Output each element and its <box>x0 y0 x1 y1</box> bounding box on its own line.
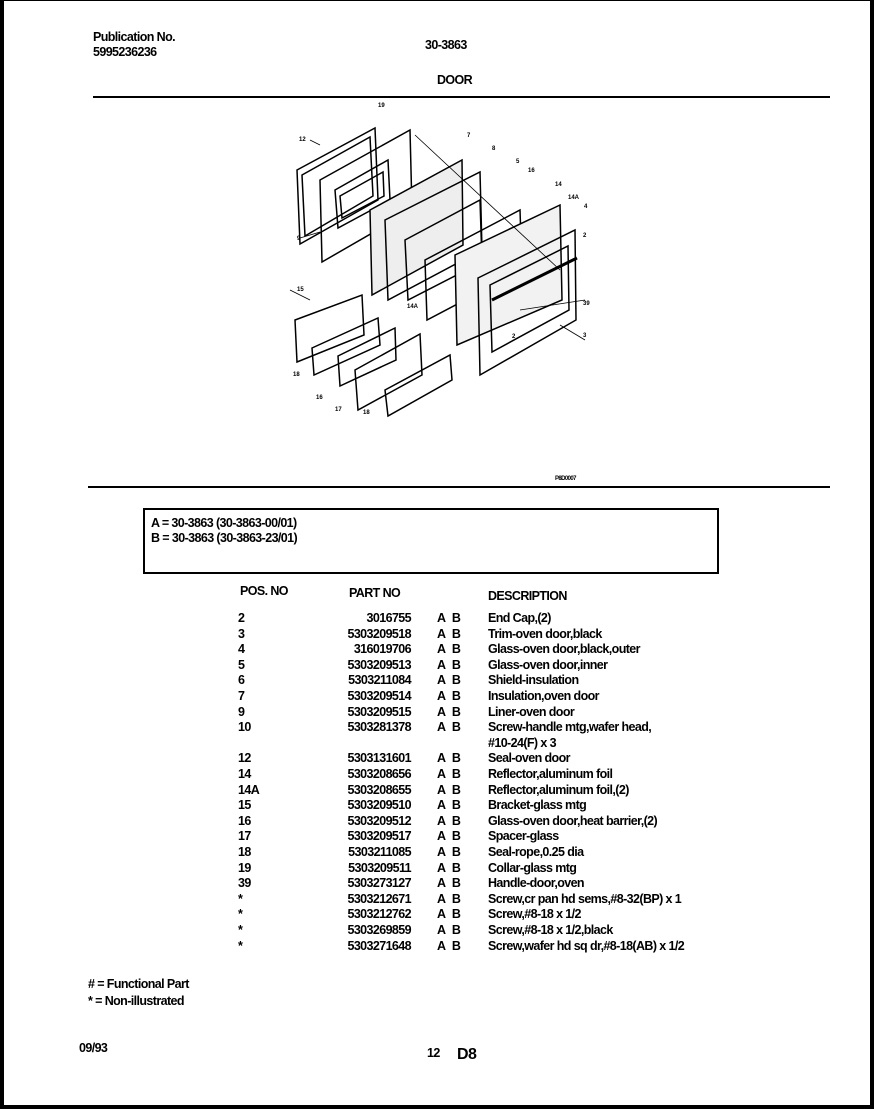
table-row <box>0 939 880 955</box>
part-no: 316019706 <box>353 642 411 657</box>
model-applicability: A B <box>437 876 461 891</box>
part-no: 5303208656 <box>347 767 411 781</box>
model-applicability: A B <box>437 689 461 703</box>
description: Shield-insulation <box>488 673 579 688</box>
pos-no: * <box>238 938 243 953</box>
model-applicability: A B <box>437 845 461 859</box>
model-applicability: A B <box>437 657 461 672</box>
pos-no: 10 <box>238 720 251 735</box>
pos-no: 3 <box>238 626 245 641</box>
callout-label: 12 <box>299 137 306 143</box>
col-header-part: PART NO <box>349 586 401 600</box>
description: Glass-oven door,heat barrier,(2) <box>488 813 658 828</box>
col-header-description: DESCRIPTION <box>488 589 567 603</box>
pos-no: * <box>238 923 243 937</box>
table-row <box>0 923 880 939</box>
pos-no: 7 <box>238 689 245 703</box>
table-row <box>0 751 880 767</box>
model-applicability: A B <box>437 938 461 953</box>
description: Seal-rope,0.25 dia <box>488 845 584 859</box>
table-row <box>0 627 880 643</box>
table-row <box>0 861 880 877</box>
model-applicability: A B <box>437 923 461 937</box>
page-number: 12 <box>427 1046 440 1060</box>
description: Screw,cr pan hd sems,#8-32(BP) x 1 <box>488 891 682 906</box>
callout-label: 8 <box>492 146 496 152</box>
callout-label: 39 <box>583 301 590 307</box>
pos-no: 18 <box>238 845 251 859</box>
table-row <box>0 611 880 627</box>
callout-label: 15 <box>297 287 304 293</box>
model-applicability: A B <box>437 626 461 641</box>
pos-no: * <box>238 907 243 922</box>
part-no: 5303273127 <box>347 876 411 891</box>
col-header-pos: POS. NO <box>240 584 288 598</box>
description: Reflector,aluminum foil,(2) <box>488 782 629 797</box>
table-row <box>0 829 880 845</box>
part-no: 5303281378 <box>347 720 411 735</box>
callout-label: 16 <box>316 395 323 401</box>
description: Screw-handle mtg,wafer head, <box>488 720 652 735</box>
description: Seal-oven door <box>488 751 570 766</box>
model-applicability: A B <box>437 720 461 735</box>
model-applicability: A B <box>437 907 461 922</box>
part-no: 5303211084 <box>348 673 411 688</box>
model-applicability: A B <box>437 860 461 875</box>
part-no: 5303209518 <box>347 626 411 641</box>
pos-no: 9 <box>238 704 245 719</box>
diagram-divider <box>88 486 830 488</box>
table-row <box>0 642 880 658</box>
table-row <box>0 689 880 705</box>
page-code: D8 <box>457 1046 477 1063</box>
table-row <box>0 892 880 908</box>
part-no: 5303209511 <box>348 860 411 875</box>
model-applicability: A B <box>437 642 461 657</box>
pos-no: 6 <box>238 673 245 688</box>
pos-no: 16 <box>238 813 251 828</box>
pos-no: 12 <box>238 751 251 766</box>
callout-label: 4 <box>584 204 588 210</box>
publication-label: Publication No. <box>93 30 175 44</box>
pos-no: * <box>238 891 243 906</box>
model-applicability: A B <box>437 798 461 813</box>
part-no: 5303209517 <box>347 829 411 844</box>
description: Glass-oven door,black,outer <box>488 642 640 657</box>
table-row <box>0 907 880 923</box>
callout-label: 16 <box>528 168 535 174</box>
callout-label: 2 <box>512 334 516 340</box>
model-applicability: A B <box>437 767 461 781</box>
callout-label: 17 <box>335 407 342 413</box>
part-no: 5303209514 <box>347 689 411 703</box>
model-applicability: A B <box>437 751 461 766</box>
description: Collar-glass mtg <box>488 860 577 875</box>
table-row <box>0 658 880 674</box>
pos-no: 15 <box>238 798 251 813</box>
model-b-legend: B = 30-3863 (30-3863-23/01) <box>151 531 298 545</box>
model-applicability: A B <box>437 611 461 625</box>
part-no: 5303271648 <box>347 938 411 953</box>
table-row <box>0 798 880 814</box>
footnote-functional: # = Functional Part <box>88 977 189 991</box>
callout-label: 14A <box>407 304 419 310</box>
table-row <box>0 783 880 799</box>
table-row <box>0 705 880 721</box>
footer-date: 09/93 <box>79 1041 108 1055</box>
callout-label: 18 <box>363 410 370 416</box>
description: Handle-door,oven <box>488 876 584 891</box>
model-a-legend: A = 30-3863 (30-3863-00/01) <box>151 516 297 530</box>
model-applicability: A B <box>437 829 461 844</box>
part-no: 5303212762 <box>347 907 411 922</box>
publication-number: 5995236236 <box>93 45 157 59</box>
description: End Cap,(2) <box>488 611 551 625</box>
table-row <box>0 720 880 750</box>
part-no: 5303211085 <box>348 845 411 859</box>
model-applicability: A B <box>437 673 461 688</box>
callout-label: 14 <box>555 182 562 188</box>
callout-label: 2 <box>583 233 587 239</box>
part-no: 3016755 <box>366 611 411 625</box>
description: Screw,wafer hd sq dr,#8-18(AB) x 1/2 <box>488 938 685 953</box>
callout-label: 9 <box>297 236 301 242</box>
table-row <box>0 767 880 783</box>
table-row <box>0 845 880 861</box>
part-no: 5303209512 <box>347 813 411 828</box>
part-no: 5303209510 <box>347 798 411 813</box>
pos-no: 2 <box>238 611 245 625</box>
pos-no: 39 <box>238 876 251 891</box>
part-no: 5303209513 <box>347 657 411 672</box>
part-no: 5303209515 <box>347 704 411 719</box>
table-row <box>0 814 880 830</box>
model-applicability: A B <box>437 813 461 828</box>
pos-no: 14 <box>238 767 251 781</box>
description-continued: #10-24(F) x 3 <box>488 735 556 750</box>
pos-no: 19 <box>238 860 251 875</box>
table-row <box>0 876 880 892</box>
description: Reflector,aluminum foil <box>488 767 613 781</box>
table-row <box>0 673 880 689</box>
description: Trim-oven door,black <box>488 626 602 641</box>
description: Bracket-glass mtg <box>488 798 587 813</box>
part-no: 5303131601 <box>347 751 411 766</box>
diagram-callouts <box>0 0 880 500</box>
model-number: 30-3863 <box>425 38 467 52</box>
model-applicability: A B <box>437 704 461 719</box>
pos-no: 4 <box>238 642 245 657</box>
model-applicability: A B <box>437 782 461 797</box>
pos-no: 14A <box>238 782 260 797</box>
callout-label: 5 <box>516 159 520 165</box>
pos-no: 5 <box>238 657 245 672</box>
description: Screw,#8-18 x 1/2,black <box>488 923 613 937</box>
description: Insulation,oven door <box>488 689 599 703</box>
callout-label: 19 <box>378 103 385 109</box>
part-no: 5303208655 <box>347 782 411 797</box>
description: Glass-oven door,inner <box>488 657 608 672</box>
callout-label: 3 <box>583 333 587 339</box>
callout-label: 7 <box>467 133 471 139</box>
model-applicability: A B <box>437 891 461 906</box>
callout-label: 18 <box>293 372 300 378</box>
footnote-non-illustrated: * = Non-illustrated <box>88 994 184 1008</box>
callout-label: 14A <box>568 195 580 201</box>
section-title: DOOR <box>437 73 473 87</box>
part-no: 5303269859 <box>347 923 411 937</box>
description: Liner-oven door <box>488 704 575 719</box>
part-no: 5303212671 <box>347 891 411 906</box>
model-legend-box <box>143 508 719 574</box>
description: Screw,#8-18 x 1/2 <box>488 907 581 922</box>
pos-no: 17 <box>238 829 251 844</box>
figure-code: P8D0007 <box>555 476 576 482</box>
description: Spacer-glass <box>488 829 559 844</box>
